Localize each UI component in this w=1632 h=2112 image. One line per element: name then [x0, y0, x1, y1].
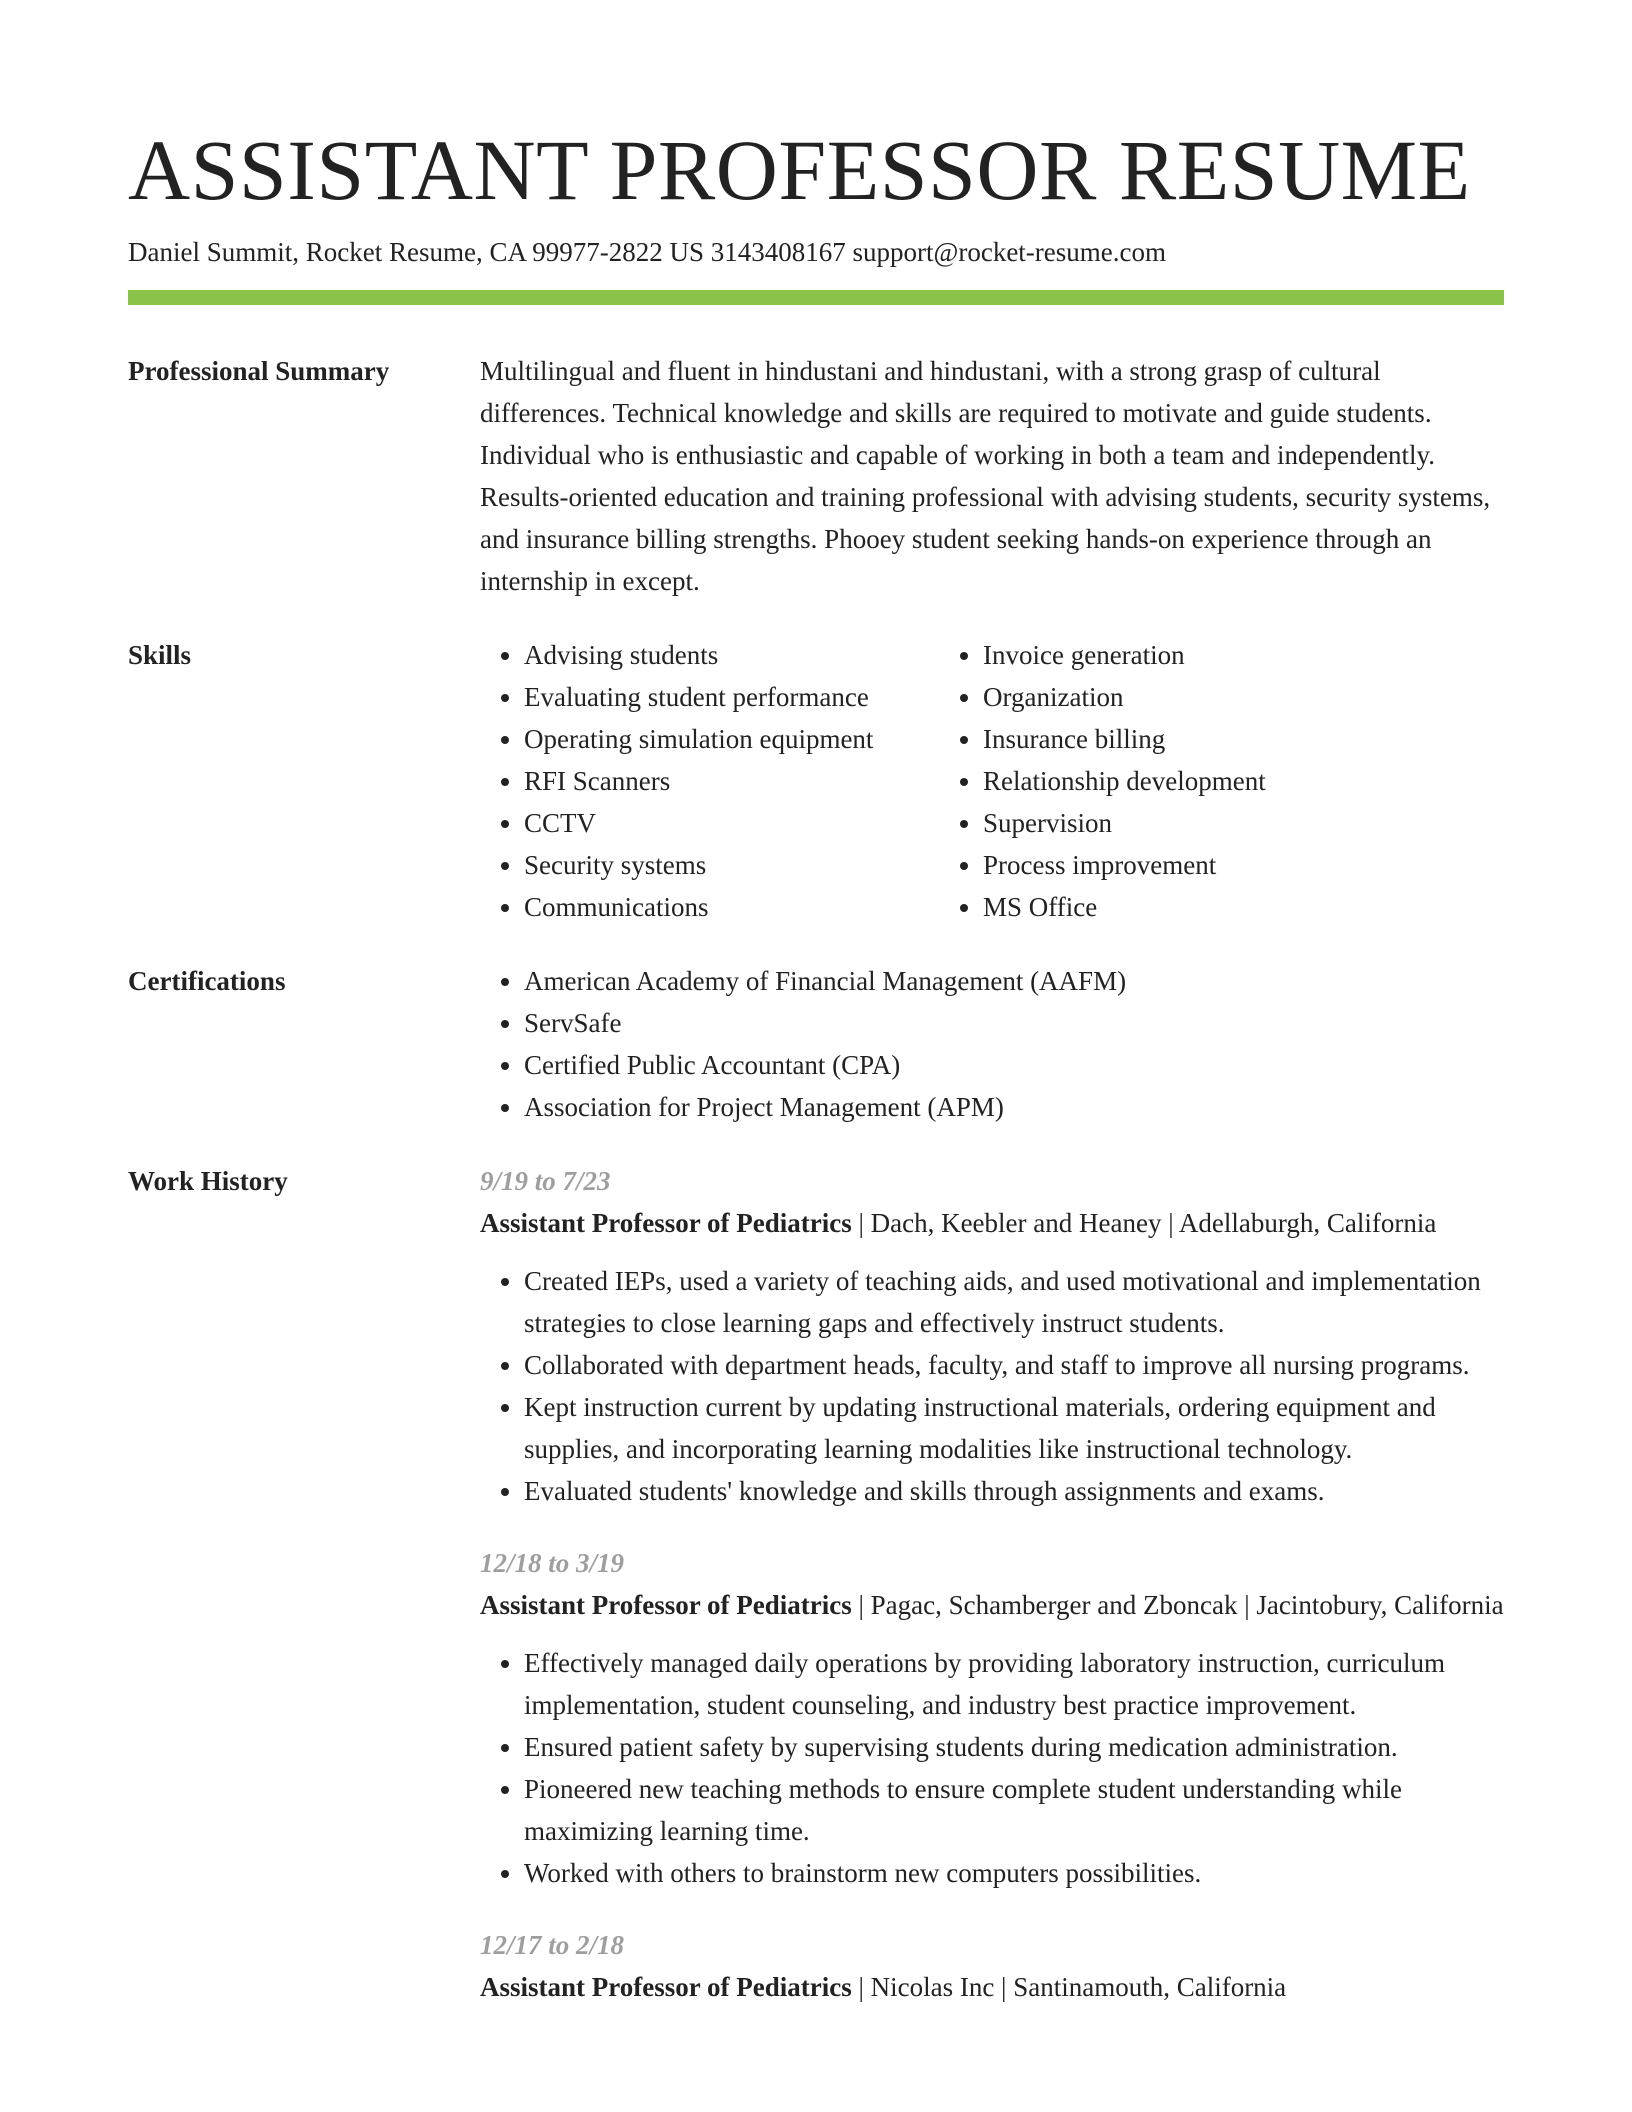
job-employer-location: | Nicolas Inc | Santinamouth, California [851, 1972, 1287, 2002]
work-history-section [128, 1160, 1504, 2038]
job-duty: • Pioneered new teaching methods to ensure complete student understanding while maximizing learning time. [524, 1768, 1504, 1852]
job-entry [480, 1924, 1504, 2008]
certification-item: • American Academy of Financial Management (AAFM) [524, 960, 1504, 1002]
resume-sections [128, 350, 1504, 2070]
skill-item: • CCTV [524, 802, 939, 844]
skills-section [128, 634, 1504, 928]
certification-item: • Association for Project Management (APM) [524, 1086, 1504, 1128]
skill-item: • MS Office [983, 886, 1266, 928]
job-duty: • Worked with others to brainstorm new computers possibilities. [524, 1852, 1504, 1894]
job-date: 12/17 to 2/18 [480, 1930, 625, 1960]
job-duties-list [480, 1642, 1504, 1894]
contact-line: Daniel Summit, Rocket Resume, CA 99977-2822 US 3143408167 support@rocket-resume.com [128, 237, 1166, 267]
summary-section [128, 350, 1504, 602]
job-date: 9/19 to 7/23 [480, 1166, 611, 1196]
skill-item: • RFI Scanners [524, 760, 939, 802]
job-title: Assistant Professor of Pediatrics [480, 1972, 852, 2002]
skill-item: • Advising students [524, 634, 939, 676]
job-duty: • Collaborated with department heads, faculty, and staff to improve all nursing programs. [524, 1344, 1504, 1386]
job-heading [480, 1202, 1504, 1244]
skill-item: • Process improvement [983, 844, 1266, 886]
certification-item: • Certified Public Accountant (CPA) [524, 1044, 1504, 1086]
skill-item: • Insurance billing [983, 718, 1266, 760]
certification-item: • ServSafe [524, 1002, 1504, 1044]
skill-item: • Security systems [524, 844, 939, 886]
job-date: 12/18 to 3/19 [480, 1548, 625, 1578]
work-history-label: Work History [128, 1166, 288, 1196]
certifications-list [480, 960, 1504, 1128]
job-duty: • Created IEPs, used a variety of teaching aids, and used motivational and implementation strategies to close learning gaps and effectively instruct students. [524, 1260, 1504, 1344]
job-employer-location: | Dach, Keebler and Heaney | Adellaburgh, California [851, 1208, 1437, 1238]
job-duty: • Effectively managed daily operations by providing laboratory instruction, curriculum implementation, student counseling, and industry best practice improvement. [524, 1642, 1504, 1726]
header-divider [128, 290, 1504, 305]
job-duty: • Kept instruction current by updating instructional materials, ordering equipment and supplies, and incorporating learning modalities like instructional technology. [524, 1386, 1504, 1470]
job-duty: • Evaluated students' knowledge and skills through assignments and exams. [524, 1470, 1504, 1512]
skills-list-left [480, 634, 939, 928]
job-entry [480, 1160, 1504, 1512]
job-entry [480, 1542, 1504, 1894]
skill-item: • Relationship development [983, 760, 1266, 802]
certifications-label: Certifications [128, 966, 286, 996]
skill-item: • Evaluating student performance [524, 676, 939, 718]
job-employer-location: | Pagac, Schamberger and Zboncak | Jacintobury, California [851, 1590, 1504, 1620]
skill-item: • Communications [524, 886, 939, 928]
resume-title: ASSISTANT PROFESSOR RESUME [128, 122, 1471, 218]
job-title: Assistant Professor of Pediatrics [480, 1590, 852, 1620]
job-duty: • Ensured patient safety by supervising students during medication administration. [524, 1726, 1504, 1768]
skills-label: Skills [128, 640, 192, 670]
resume-header [128, 118, 1504, 305]
job-heading [480, 1966, 1504, 2008]
summary-text: Multilingual and fluent in hindustani and hindustani, with a strong grasp of cultural differences. Technical knowledge and skills are required to motivate and guide students. Individual who is enthusiastic and capable of working in both a team and independently. Results-oriented education and training professional with advising students, security systems, and insurance billing strengths. Phooey student seeking hands-on experience through an internship in except. [480, 356, 1491, 596]
summary-label: Professional Summary [128, 356, 390, 386]
skill-item: • Organization [983, 676, 1266, 718]
skill-item: • Operating simulation equipment [524, 718, 939, 760]
job-title: Assistant Professor of Pediatrics [480, 1208, 852, 1238]
job-heading [480, 1584, 1504, 1626]
skill-item: • Invoice generation [983, 634, 1266, 676]
job-duties-list [480, 1260, 1504, 1512]
certifications-section [128, 960, 1504, 1128]
skill-item: • Supervision [983, 802, 1266, 844]
skills-list-right [939, 634, 1266, 928]
